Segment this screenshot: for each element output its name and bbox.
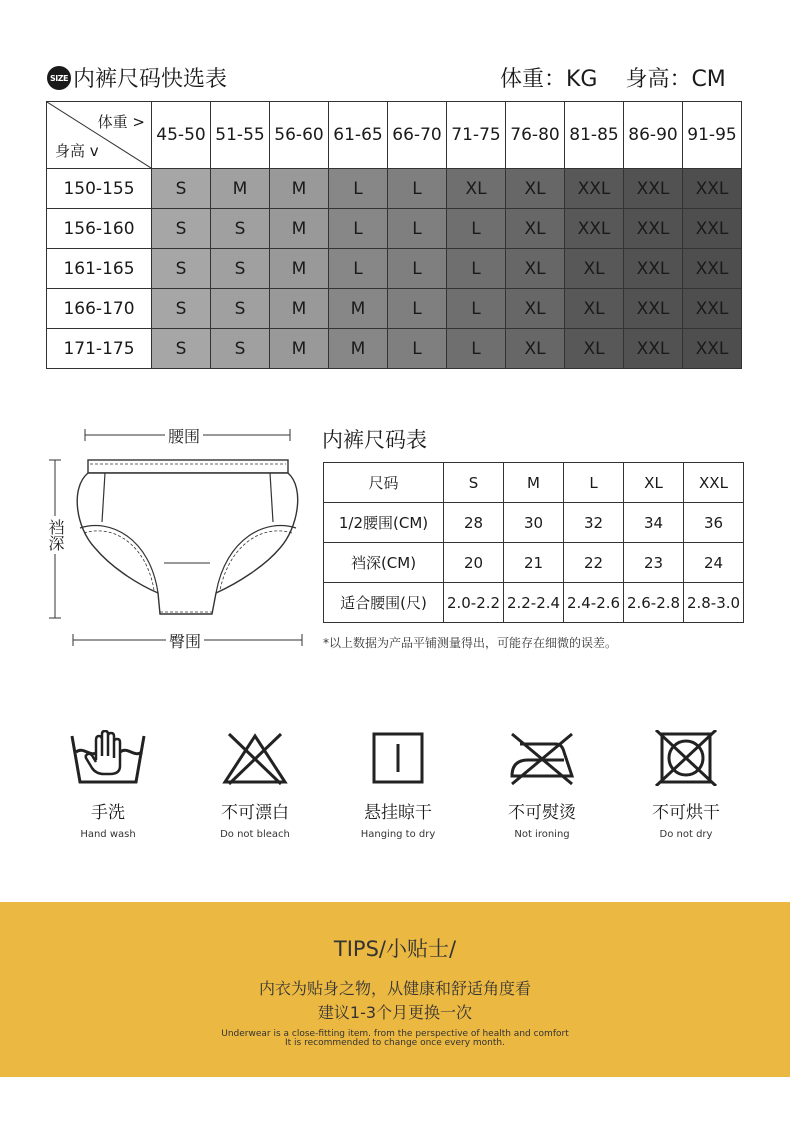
size-badge: SIZE: [47, 66, 71, 90]
table-cell: 2.2-2.4: [504, 583, 564, 623]
care-label-cn: 不可烘干: [652, 803, 720, 823]
size-matrix-table: [46, 101, 742, 369]
size-cell: L: [388, 209, 447, 249]
size-cell: L: [447, 289, 506, 329]
size-cell: L: [329, 249, 388, 289]
tips-text-line: 内衣为贴身之物，从健康和舒适角度看: [258, 979, 531, 998]
table-cell: 21: [504, 543, 564, 583]
tips-english-line: It is recommended to change once every month.: [285, 1038, 505, 1048]
size-cell: S: [152, 289, 211, 329]
size-measure-table: [323, 462, 744, 623]
care-item-no-iron: [467, 730, 617, 840]
table-cell: 34: [624, 503, 684, 543]
care-label-cn: 悬挂晾干: [364, 803, 432, 823]
size-cell: XXL: [624, 209, 683, 249]
table-cell: 2.0-2.2: [444, 583, 504, 623]
corner-cell: [47, 102, 152, 169]
height-cell: 166-170: [47, 289, 152, 329]
size-cell: M: [329, 329, 388, 369]
do-not-tumble-dry-icon: [646, 730, 726, 786]
height-cell: 171-175: [47, 329, 152, 369]
size-cell: L: [329, 169, 388, 209]
tips-english-line: Underwear is a close-fitting item. from the perspective of health and comfort: [221, 1029, 569, 1039]
hand-wash-icon: [68, 730, 148, 786]
table-header-row: [324, 463, 744, 503]
care-label-en: Not ironing: [514, 829, 570, 840]
care-label-cn: 不可熨烫: [508, 803, 576, 823]
weight-header: 91-95: [683, 102, 742, 169]
size-cell: XXL: [683, 249, 742, 289]
care-item-hand-wash: [33, 730, 183, 840]
size-cell: M: [270, 329, 329, 369]
header-cell: 尺码: [324, 463, 444, 503]
unit-label: 体重：KG 身高：CM: [500, 67, 726, 92]
page-title: 内裤尺码快选表: [73, 67, 228, 92]
size-cell: XL: [506, 249, 565, 289]
measurement-diagram: [40, 418, 310, 662]
height-cell: 150-155: [47, 169, 152, 209]
table-cell: 24: [684, 543, 744, 583]
care-item-hang-dry: [323, 730, 473, 840]
size-cell: L: [388, 329, 447, 369]
table-cell: 30: [504, 503, 564, 543]
weight-header: 45-50: [152, 102, 211, 169]
size-cell: L: [388, 249, 447, 289]
table-cell: 22: [564, 543, 624, 583]
rise-label: 裆深: [44, 516, 67, 554]
size-table-title: 内裤尺码表: [322, 428, 427, 452]
weight-header: 56-60: [270, 102, 329, 169]
table-row: [47, 329, 742, 369]
header-cell: XL: [624, 463, 684, 503]
size-cell: M: [270, 249, 329, 289]
row-label: 适合腰围(尺): [324, 583, 444, 623]
table-row: [324, 543, 744, 583]
table-row: [324, 583, 744, 623]
size-cell: XL: [565, 249, 624, 289]
header-cell: S: [444, 463, 504, 503]
table-cell: 2.8-3.0: [684, 583, 744, 623]
weight-header: 61-65: [329, 102, 388, 169]
table-cell: 2.4-2.6: [564, 583, 624, 623]
hang-dry-icon: [358, 730, 438, 786]
table-row: [47, 169, 742, 209]
header-cell: L: [564, 463, 624, 503]
height-cell: 161-165: [47, 249, 152, 289]
table-header-row: [47, 102, 742, 169]
size-cell: XXL: [624, 289, 683, 329]
size-cell: S: [211, 249, 270, 289]
size-cell: XXL: [683, 209, 742, 249]
size-cell: L: [447, 249, 506, 289]
size-cell: XXL: [624, 249, 683, 289]
size-cell: M: [329, 289, 388, 329]
table-row: [47, 209, 742, 249]
row-label: 裆深(CM): [324, 543, 444, 583]
weight-header: 51-55: [211, 102, 270, 169]
table-cell: 20: [444, 543, 504, 583]
height-cell: 156-160: [47, 209, 152, 249]
size-cell: M: [270, 289, 329, 329]
size-cell: XXL: [683, 169, 742, 209]
care-label-en: Do not bleach: [220, 829, 290, 840]
size-cell: S: [152, 329, 211, 369]
size-cell: XXL: [624, 169, 683, 209]
size-cell: XXL: [683, 289, 742, 329]
care-label-en: Hanging to dry: [360, 829, 436, 840]
size-cell: XL: [506, 169, 565, 209]
care-label-cn: 手洗: [91, 803, 125, 823]
size-cell: XL: [565, 329, 624, 369]
care-item-no-tumble-dry: [611, 730, 761, 840]
weight-header: 86-90: [624, 102, 683, 169]
height-axis-label: 身高 v: [55, 142, 99, 160]
table-cell: 32: [564, 503, 624, 543]
size-cell: XXL: [624, 329, 683, 369]
tips-title: TIPS/小贴士/: [333, 937, 457, 961]
weight-header: 76-80: [506, 102, 565, 169]
care-label-cn: 不可漂白: [221, 803, 289, 823]
size-cell: S: [152, 169, 211, 209]
hip-label: 臀围: [166, 629, 204, 652]
size-cell: L: [447, 209, 506, 249]
table-cell: 28: [444, 503, 504, 543]
size-cell: XL: [506, 289, 565, 329]
do-not-bleach-icon: [215, 730, 295, 786]
size-cell: S: [152, 209, 211, 249]
size-cell: L: [388, 169, 447, 209]
header-cell: M: [504, 463, 564, 503]
size-cell: S: [211, 209, 270, 249]
size-cell: L: [388, 289, 447, 329]
size-cell: S: [152, 249, 211, 289]
size-cell: M: [270, 169, 329, 209]
care-label-en: Do not dry: [659, 829, 713, 840]
briefs-outline-icon: [40, 418, 310, 658]
table-cell: 23: [624, 543, 684, 583]
weight-header: 81-85: [565, 102, 624, 169]
no-ironing-icon: [502, 730, 582, 786]
waist-label: 腰围: [165, 424, 203, 447]
size-cell: XL: [447, 169, 506, 209]
care-label-en: Hand wash: [80, 829, 136, 840]
table-cell: 36: [684, 503, 744, 543]
size-cell: S: [211, 329, 270, 369]
size-cell: XL: [565, 289, 624, 329]
size-cell: L: [329, 209, 388, 249]
table-row: [47, 249, 742, 289]
size-cell: L: [447, 329, 506, 369]
table-cell: 2.6-2.8: [624, 583, 684, 623]
header-cell: XXL: [684, 463, 744, 503]
table-row: [47, 289, 742, 329]
size-cell: M: [270, 209, 329, 249]
care-item-no-bleach: [180, 730, 330, 840]
size-cell: XXL: [565, 169, 624, 209]
weight-header: 71-75: [447, 102, 506, 169]
measurement-note: *以上数据为产品平铺测量得出，可能存在细微的误差。: [323, 636, 618, 650]
row-label: 1/2腰围(CM): [324, 503, 444, 543]
size-cell: XXL: [565, 209, 624, 249]
size-cell: XL: [506, 209, 565, 249]
weight-axis-label: 体重 >: [97, 113, 145, 131]
size-cell: XXL: [683, 329, 742, 369]
size-cell: S: [211, 289, 270, 329]
tips-text-line: 建议1-3个月更换一次: [317, 1003, 473, 1022]
weight-header: 66-70: [388, 102, 447, 169]
size-cell: M: [211, 169, 270, 209]
table-row: [324, 503, 744, 543]
size-cell: XL: [506, 329, 565, 369]
